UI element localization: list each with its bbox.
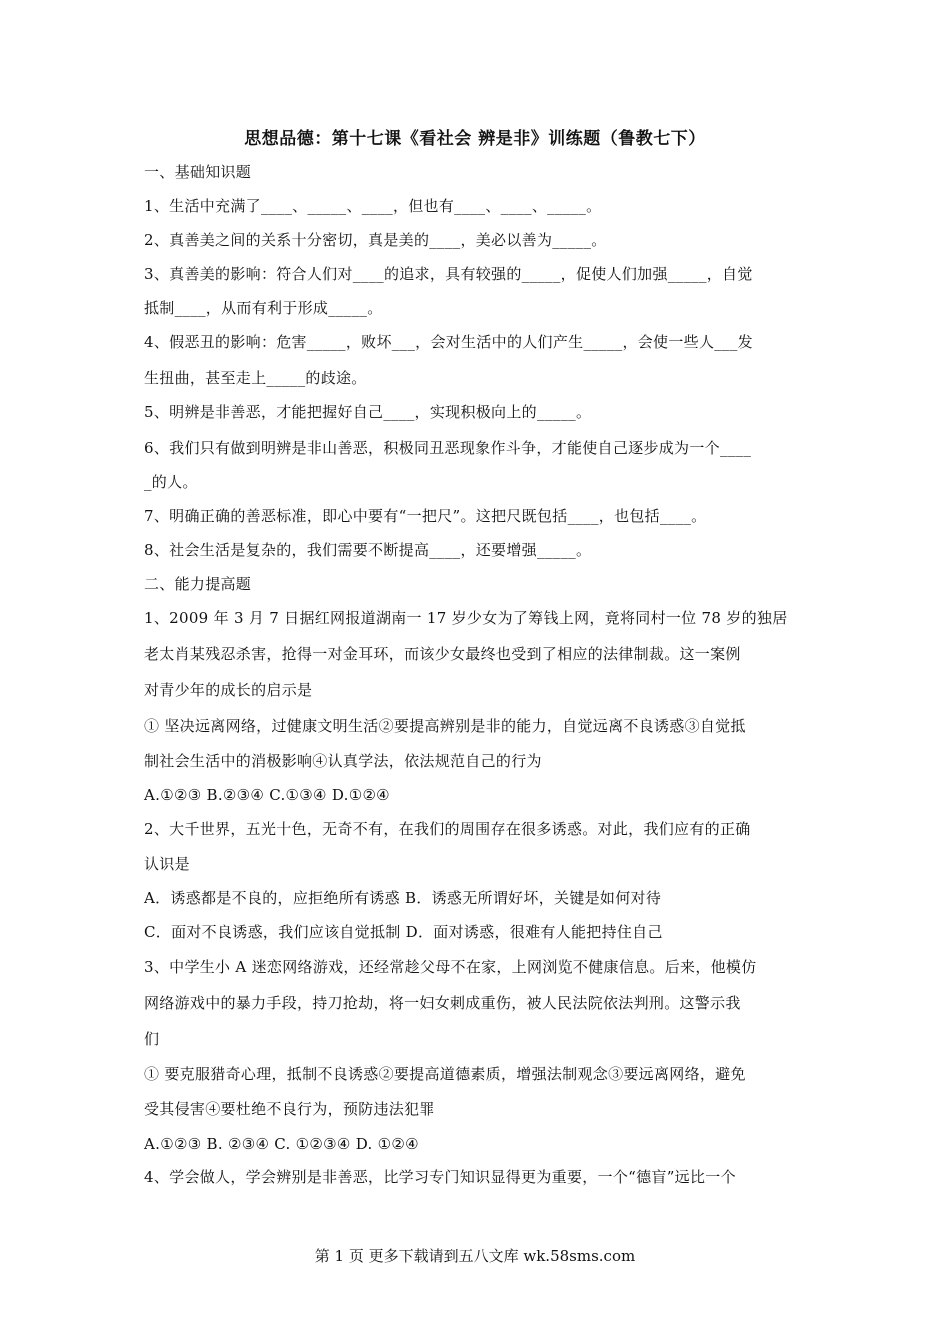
question-line: 1、2009 年 3 月 7 日据红网报道湖南一 17 岁少女为了筹钱上网，竟将同村一位 78 岁的独居 — [144, 609, 788, 627]
question-line: 1、生活中充满了____、_____、____，但也有____、____、_____。 — [144, 197, 602, 215]
question-line: 4、学会做人，学会辨别是非善恶，比学习专门知识显得更为重要，一个“德盲”远比一个 — [144, 1168, 736, 1186]
question-line: 老太肖某残忍杀害，抢得一对金耳环，而该少女最终也受到了相应的法律制裁。这一案例 — [144, 645, 741, 663]
section-heading-ability: 二、能力提高题 — [144, 575, 252, 593]
question-line: 4、假恶丑的影响：危害_____，败坏___，会对生活中的人们产生_____，会使一些人___发 — [144, 333, 753, 351]
question-line: _的人。 — [144, 473, 198, 491]
option-line: 制社会生活中的消极影响④认真学法，依法规范自己的行为 — [144, 752, 542, 770]
question-line: 7、明确正确的善恶标准，即心中要有“一把尺”。这把尺既包括____，也包括____。 — [144, 507, 707, 525]
question-line: 认识是 — [144, 855, 190, 873]
question-line: 3、真善美的影响：符合人们对____的追求，具有较强的_____，促使人们加强_____，自觉 — [144, 265, 753, 283]
option-line: ① 坚决远离网络，过健康文明生活②要提高辨别是非的能力，自觉远离不良诱惑③自觉抵 — [144, 717, 746, 735]
question-line: 抵制____，从而有利于形成_____。 — [144, 299, 383, 317]
answer-choices: A.①②③ B. ②③④ C. ①②③④ D. ①②④ — [144, 1135, 419, 1153]
section-heading-basic: 一、基础知识题 — [144, 163, 252, 181]
question-line: 网络游戏中的暴力手段，持刀抢劫，将一妇女刺成重伤，被人民法院依法判刑。这警示我 — [144, 994, 741, 1012]
document-title: 思想品德：第十七课《看社会 辨是非》训练题（鲁教七下） — [244, 129, 706, 149]
question-line: 6、我们只有做到明辨是非山善恶，积极同丑恶现象作斗争，才能使自己逐步成为一个____ — [144, 439, 752, 457]
question-line: 对青少年的成长的启示是 — [144, 681, 313, 699]
question-line: 生扭曲，甚至走上_____的歧途。 — [144, 369, 367, 387]
option-line: ① 要克服猎奇心理，抵制不良诱惑②要提高道德素质，增强法制观念③要远离网络，避免 — [144, 1065, 746, 1083]
answer-choices: A．诱惑都是不良的，应拒绝所有诱惑 B．诱惑无所谓好坏，关键是如何对待 — [144, 889, 662, 907]
question-line: 2、真善美之间的关系十分密切，真是美的____，美必以善为_____。 — [144, 231, 607, 249]
question-line: 2、大千世界，五光十色，无奇不有，在我们的周围存在很多诱惑。对此，我们应有的正确 — [144, 820, 751, 838]
question-line: 8、社会生活是复杂的，我们需要不断提高____，还要增强_____。 — [144, 541, 592, 559]
question-line: 5、明辨是非善恶，才能把握好自己____，实现积极向上的_____。 — [144, 403, 592, 421]
question-line: 们 — [144, 1030, 160, 1048]
question-line: 3、中学生小 A 迷恋网络游戏，还经常趁父母不在家，上网浏览不健康信息。后来，他模仿 — [144, 958, 757, 976]
page-footer: 第 1 页 更多下载请到五八文库 wk.58sms.com — [314, 1247, 636, 1265]
option-line: 受其侵害④要杜绝不良行为，预防违法犯罪 — [144, 1100, 435, 1118]
answer-choices: C．面对不良诱惑，我们应该自觉抵制 D．面对诱惑，很难有人能把持住自己 — [144, 923, 663, 941]
answer-choices: A.①②③ B.②③④ C.①③④ D.①②④ — [144, 786, 390, 804]
